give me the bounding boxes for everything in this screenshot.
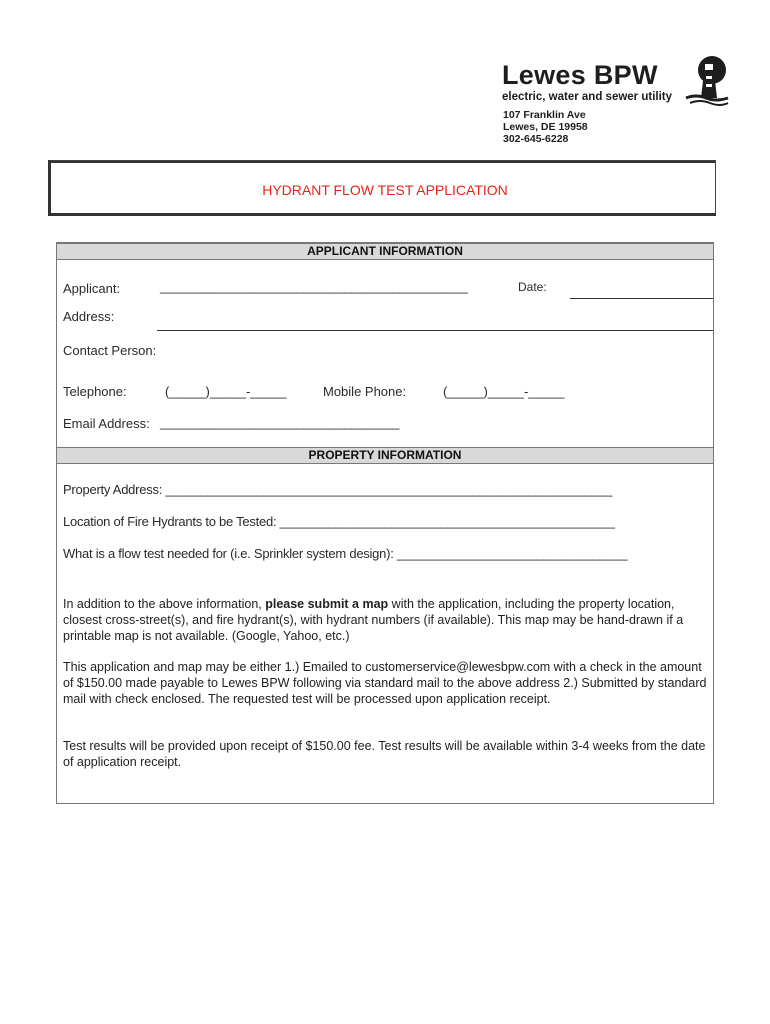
mobile-phone-field[interactable]: (_____)_____-_____: [443, 384, 565, 399]
telephone-label: Telephone:: [63, 384, 127, 399]
applicant-label: Applicant:: [63, 281, 121, 296]
property-address-field[interactable]: Property Address: ________________________________________________________________: [63, 482, 613, 497]
lighthouse-icon: [684, 50, 730, 106]
phone-number: 302-645-6228: [503, 133, 569, 145]
email-label: Email Address:: [63, 416, 150, 431]
page-title: HYDRANT FLOW TEST APPLICATION: [262, 182, 508, 198]
brand-tagline: electric, water and sewer utility: [502, 91, 673, 103]
contact-person-label: Contact Person:: [63, 343, 157, 358]
date-label: Date:: [518, 280, 547, 294]
date-field[interactable]: [570, 298, 713, 299]
address-field[interactable]: [157, 330, 713, 331]
applicant-section-heading: APPLICANT INFORMATION: [57, 243, 713, 260]
telephone-field[interactable]: (_____)_____-_____: [165, 384, 287, 399]
flow-test-purpose-field[interactable]: What is a flow test needed for (i.e. Sprinkler system design): _________________________________: [63, 546, 628, 561]
applicant-field[interactable]: _____________________________________________: [160, 279, 468, 294]
address-line-1: 107 Franklin Ave: [503, 109, 586, 121]
instructions-paragraph-map: [63, 596, 713, 644]
instructions-paragraph-submission: This application and map may be either 1.) Emailed to customerservice@lewesbpw.com with a check in the amount of $150.00 made payable to Lewes BPW following via standard mail to the above address 2.) Submitted by standard mail with check enclosed. The requested test will be processed upon application receipt.: [63, 660, 707, 706]
hydrant-location-field[interactable]: Location of Fire Hydrants to be Tested: ________________________________________________: [63, 514, 615, 529]
brand-name: Lewes BPW: [502, 60, 658, 90]
mobile-phone-label: Mobile Phone:: [323, 384, 407, 399]
instructions-text: In addition to the above information,: [63, 597, 266, 611]
address-label: Address:: [63, 309, 115, 324]
instructions-text: with the application, including the property location, closest cross-street(s), and fire hydrant(s), with hydrant numbers (if available). This map may be hand-drawn if a printable map is not available. (Google, Yahoo, etc.): [63, 597, 684, 643]
instructions-paragraph-results: Test results will be provided upon receipt of $150.00 fee. Test results will be available within 3-4 weeks from the date of application receipt.: [63, 739, 706, 769]
instructions-emphasis: please submit a map: [265, 597, 389, 611]
address-line-2: Lewes, DE 19958: [503, 121, 588, 133]
property-section-heading: PROPERTY INFORMATION: [57, 447, 713, 464]
email-field[interactable]: ___________________________________: [160, 415, 400, 430]
